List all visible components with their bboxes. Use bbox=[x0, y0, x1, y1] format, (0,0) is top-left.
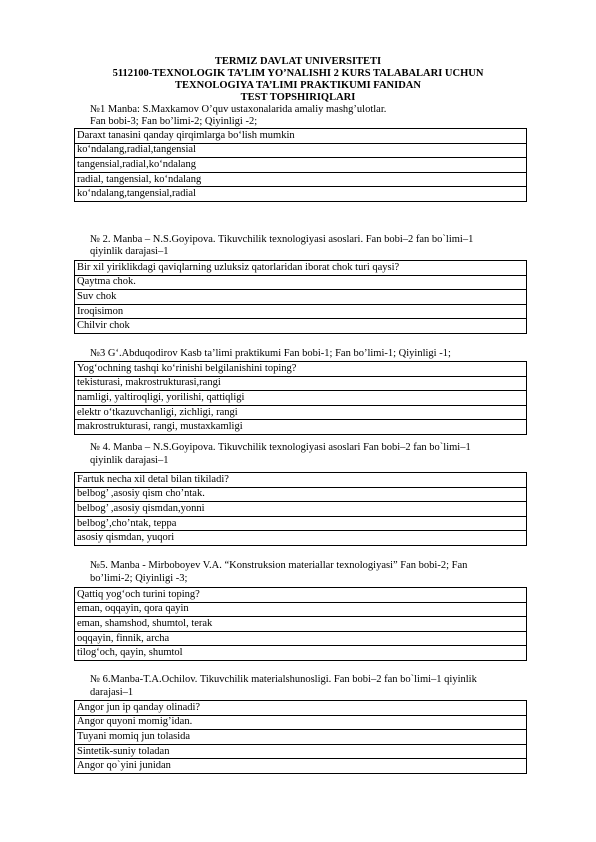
question-2-source: № 2. Manba – N.S.Goyipova. Tikuvchilik texnologiyasi asoslari. Fan bobi–2 fan bo`limi–1 bbox=[90, 234, 474, 245]
answer-option: tekisturasi, makrostrukturasi,rangi bbox=[75, 376, 527, 391]
question-1-table bbox=[74, 128, 527, 202]
answer-option: Chilvir chok bbox=[75, 319, 527, 334]
answer-option: belbog’ ,asosiy qismdan,yonni bbox=[75, 502, 527, 517]
answer-option: eman, shamshod, shumtol, terak bbox=[75, 617, 527, 632]
question-text: Bir xil yiriklikdagi qaviqlarning uzluksiz qatorlaridan iborat chok turi qaysi? bbox=[75, 261, 527, 276]
university-name: TERMIZ DAVLAT UNIVERSITETI bbox=[214, 56, 382, 67]
question-5-meta: bo’limi-2; Qiyinligi -3; bbox=[90, 573, 188, 584]
answer-option: makrostrukturasi, rangi, mustaxkamligi bbox=[75, 420, 527, 435]
question-5-table bbox=[74, 587, 527, 661]
question-text: Fartuk necha xil detal bilan tikiladi? bbox=[75, 473, 527, 488]
question-text: Yog‘ochning tashqi ko‘rinishi belgilanishini toping? bbox=[75, 362, 527, 377]
answer-option: ko‘ndalang,radial,tangensial bbox=[75, 143, 527, 158]
question-6-meta: darajasi–1 bbox=[90, 687, 134, 698]
question-2-table bbox=[74, 260, 527, 334]
answer-option: belbog’,cho’ntak, teppa bbox=[75, 516, 527, 531]
answer-option: Angor qo`yini junidan bbox=[75, 759, 527, 774]
answer-option: Tuyani momiq jun tolasida bbox=[75, 730, 527, 745]
answer-option: radial, tangensial, ko‘ndalang bbox=[75, 172, 527, 187]
answer-option: asosiy qismdan, yuqori bbox=[75, 531, 527, 546]
question-text: Qattiq yog‘och turini toping? bbox=[75, 588, 527, 603]
answer-option: Suv chok bbox=[75, 290, 527, 305]
answer-option: Sintetik-suniy toladan bbox=[75, 744, 527, 759]
answer-option: Angor quyoni momig’idan. bbox=[75, 715, 527, 730]
answer-option: oqqayin, finnik, archa bbox=[75, 631, 527, 646]
answer-option: tilog‘och, qayin, shumtol bbox=[75, 646, 527, 661]
question-1-meta: Fan bobi-3; Fan bo’limi-2; Qiyinligi -2; bbox=[90, 116, 258, 127]
answer-option: ko‘ndalang,tangensial,radial bbox=[75, 187, 527, 202]
answer-option: Iroqisimon bbox=[75, 304, 527, 319]
question-3-source: №3 G‘.Abduqodirov Kasb ta’limi praktikumi Fan bobi-1; Fan bo’limi-1; Qiyinligi -1; bbox=[90, 348, 451, 359]
question-text: Daraxt tanasini qanday qirqimlarga bo‘lish mumkin bbox=[75, 129, 527, 144]
answer-option: Qaytma chok. bbox=[75, 275, 527, 290]
program-title: 5112100-TEXNOLOGIK TA’LIM YO’NALISHI 2 KURS TALABALARI UCHUN bbox=[112, 68, 484, 79]
document-title: TEST TOPSHIRIQLARI bbox=[240, 92, 356, 103]
question-4-source: № 4. Manba – N.S.Goyipova. Tikuvchilik texnologiyasi asoslari Fan bobi–2 fan bo`limi–1 bbox=[90, 442, 471, 453]
subject-title: TEXNOLOGIYA TA’LIMI PRAKTIKUMI FANIDAN bbox=[175, 80, 421, 91]
question-5-source: №5. Manba - Mirboboyev V.A. “Konstruksion materiallar texnologiyasi” Fan bobi-2; Fan bbox=[90, 560, 468, 571]
question-2-meta: qiyinlik darajasi–1 bbox=[90, 246, 169, 257]
question-6-table bbox=[74, 700, 527, 774]
question-text: Angor jun ip qanday olinadi? bbox=[75, 701, 527, 716]
question-6-source: № 6.Manba-T.A.Ochilov. Tikuvchilik materialshunosligi. Fan bobi–2 fan bo`limi–1 qiyinlik bbox=[90, 674, 477, 685]
question-4-meta: qiyinlik darajasi–1 bbox=[90, 455, 169, 466]
question-4-table bbox=[74, 472, 527, 546]
answer-option: tangensial,radial,ko‘ndalang bbox=[75, 158, 527, 173]
answer-option: belbog’ ,asosiy qism cho’ntak. bbox=[75, 487, 527, 502]
answer-option: eman, oqqayin, qora qayin bbox=[75, 602, 527, 617]
question-3-table bbox=[74, 361, 527, 435]
answer-option: namligi, yaltiroqligi, yorilishi, qattiqligi bbox=[75, 391, 527, 406]
question-1-source: №1 Manba: S.Maxkamov O’quv ustaxonalarida amaliy mashg’ulotlar. bbox=[90, 104, 387, 115]
answer-option: elektr o‘tkazuvchanligi, zichligi, rangi bbox=[75, 405, 527, 420]
